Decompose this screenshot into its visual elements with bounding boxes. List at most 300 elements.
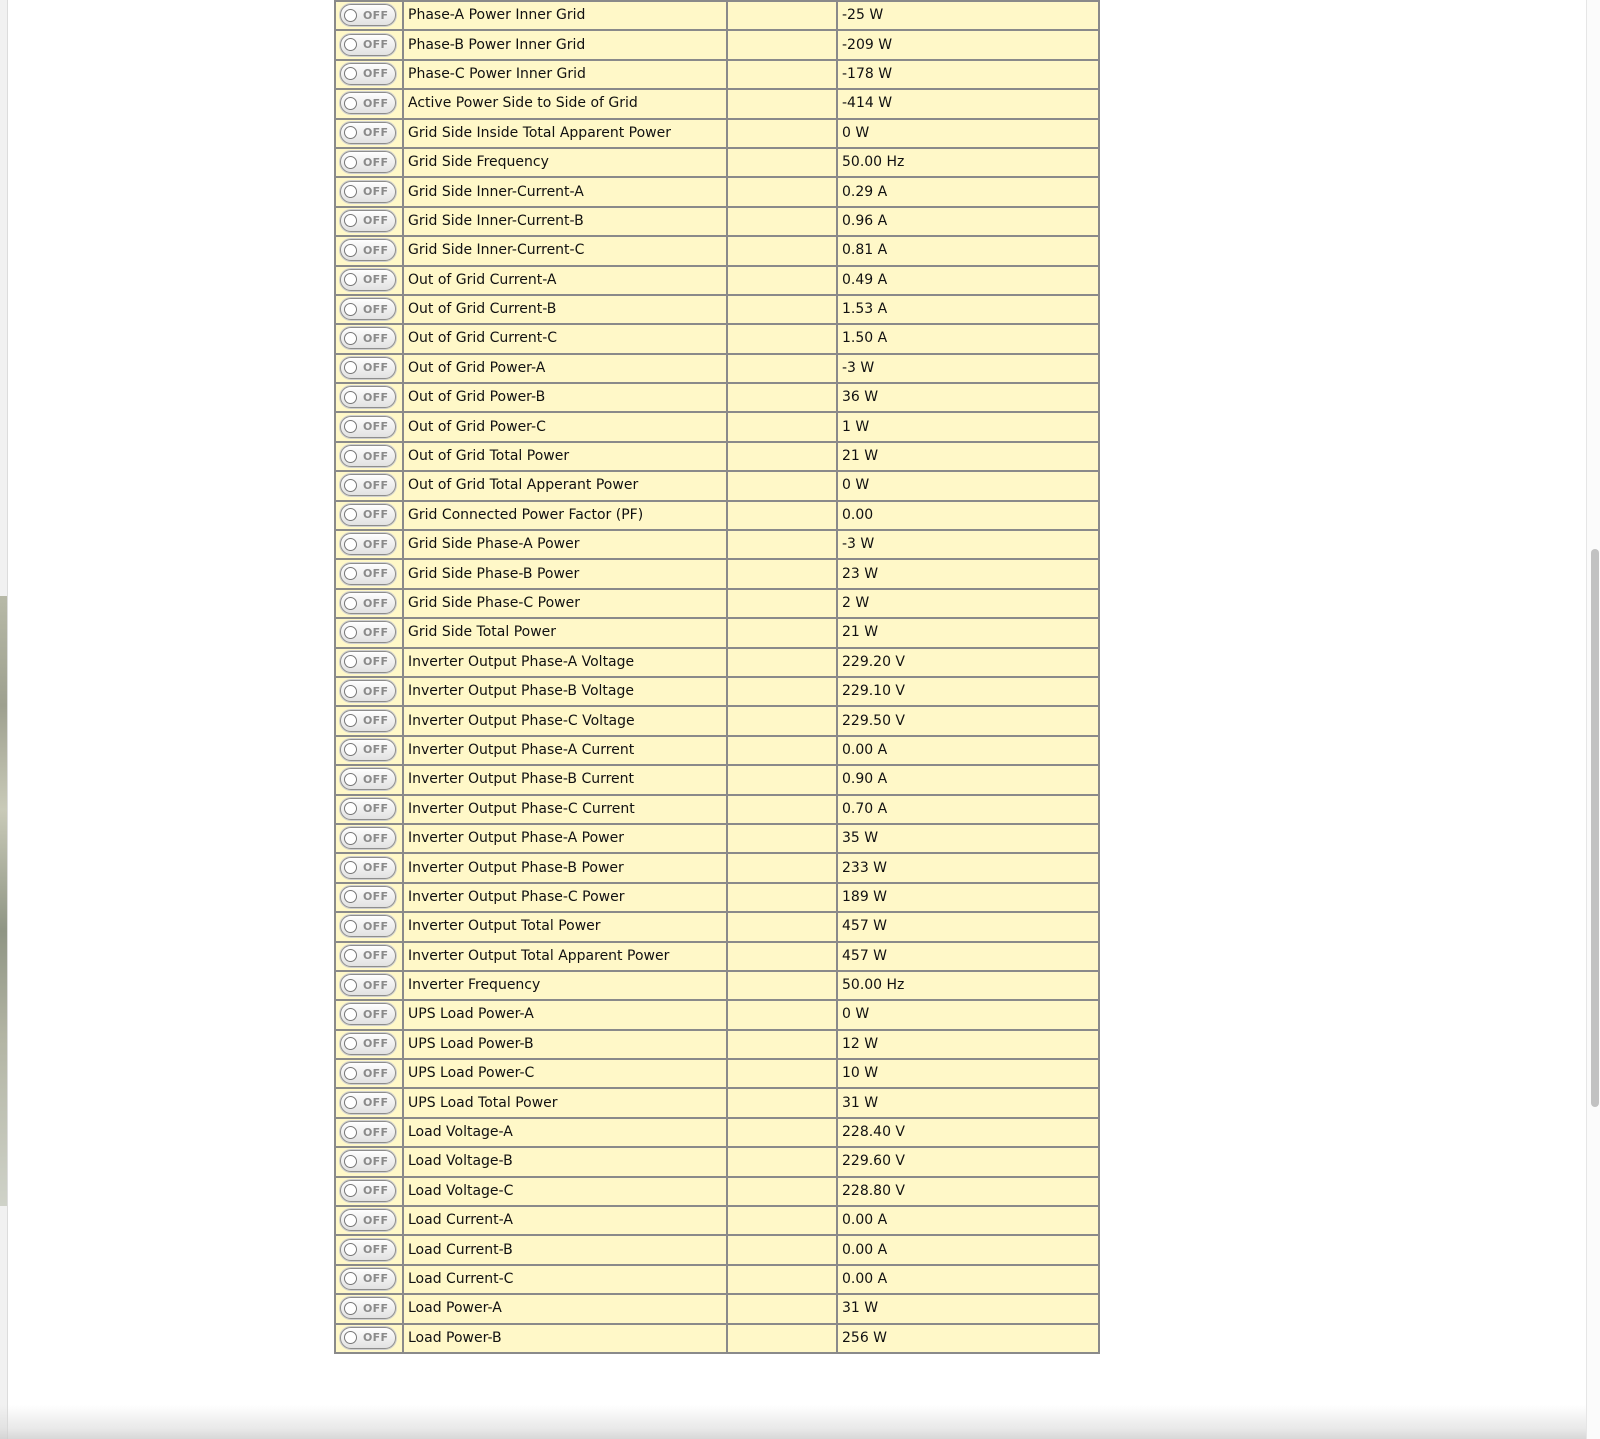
parameter-value: 31 W xyxy=(837,1294,1099,1323)
table-row xyxy=(335,971,1099,1000)
toggle-label: OFF xyxy=(363,949,389,963)
parameter-name: Inverter Output Phase-A Current xyxy=(403,736,727,765)
empty-cell xyxy=(727,765,837,794)
empty-cell xyxy=(727,1206,837,1235)
parameter-value: -414 W xyxy=(837,89,1099,118)
parameter-name: Load Power-B xyxy=(403,1324,727,1353)
table-row xyxy=(335,1000,1099,1029)
parameter-value: 50.00 Hz xyxy=(837,971,1099,1000)
toggle-label: OFF xyxy=(363,596,389,610)
empty-cell xyxy=(727,1294,837,1323)
toggle-cell xyxy=(335,1147,403,1176)
parameter-name: Grid Side Total Power xyxy=(403,618,727,647)
parameter-name: Out of Grid Total Power xyxy=(403,442,727,471)
toggle-cell xyxy=(335,853,403,882)
parameter-value: 23 W xyxy=(837,559,1099,588)
empty-cell xyxy=(727,1030,837,1059)
toggle-cell xyxy=(335,706,403,735)
toggle-cell xyxy=(335,942,403,971)
table-row xyxy=(335,1206,1099,1235)
toggle-label: OFF xyxy=(363,743,389,757)
off-toggle-switch[interactable] xyxy=(340,739,396,761)
off-toggle-switch[interactable] xyxy=(340,210,396,232)
toggle-cell xyxy=(335,912,403,941)
parameter-name: Inverter Output Phase-B Voltage xyxy=(403,677,727,706)
off-toggle-switch[interactable] xyxy=(340,327,396,349)
parameter-name: Grid Side Inside Total Apparent Power xyxy=(403,119,727,148)
empty-cell xyxy=(727,589,837,618)
toggle-label: OFF xyxy=(363,185,389,199)
off-toggle-switch[interactable] xyxy=(340,563,396,585)
off-toggle-switch[interactable] xyxy=(340,533,396,555)
parameter-name: Inverter Output Total Apparent Power xyxy=(403,942,727,971)
toggle-cell xyxy=(335,530,403,559)
empty-cell xyxy=(727,824,837,853)
toggle-cell xyxy=(335,824,403,853)
toggle-cell xyxy=(335,383,403,412)
toggle-cell xyxy=(335,795,403,824)
toggle-knob-icon xyxy=(344,1272,357,1285)
empty-cell xyxy=(727,618,837,647)
toggle-cell xyxy=(335,354,403,383)
toggle-label: OFF xyxy=(363,67,389,81)
table-row xyxy=(335,530,1099,559)
toggle-cell xyxy=(335,266,403,295)
empty-cell xyxy=(727,148,837,177)
empty-cell xyxy=(727,1265,837,1294)
toggle-label: OFF xyxy=(363,420,389,434)
table-row xyxy=(335,60,1099,89)
toggle-knob-icon xyxy=(344,743,357,756)
toggle-cell xyxy=(335,589,403,618)
parameter-name: Grid Side Inner-Current-C xyxy=(403,236,727,265)
parameter-value: 233 W xyxy=(837,853,1099,882)
off-toggle-switch[interactable] xyxy=(340,239,396,261)
empty-cell xyxy=(727,471,837,500)
off-toggle-switch[interactable] xyxy=(340,34,396,56)
scrollbar-thumb[interactable] xyxy=(1591,549,1599,1107)
toggle-knob-icon xyxy=(344,67,357,80)
toggle-label: OFF xyxy=(363,1301,389,1315)
toggle-knob-icon xyxy=(344,479,357,492)
parameter-name: Inverter Output Phase-C Voltage xyxy=(403,706,727,735)
toggle-label: OFF xyxy=(363,1243,389,1257)
empty-cell xyxy=(727,883,837,912)
empty-cell xyxy=(727,912,837,941)
toggle-knob-icon xyxy=(344,244,357,257)
table-row xyxy=(335,89,1099,118)
parameter-name: Inverter Frequency xyxy=(403,971,727,1000)
off-toggle-switch[interactable] xyxy=(340,886,396,908)
table-row xyxy=(335,324,1099,353)
parameter-name: Load Current-B xyxy=(403,1235,727,1264)
toggle-cell xyxy=(335,1235,403,1264)
sensor-readings-body xyxy=(335,1,1099,1353)
off-toggle-switch[interactable] xyxy=(340,504,396,526)
toggle-knob-icon xyxy=(344,156,357,169)
off-toggle-switch[interactable] xyxy=(340,857,396,879)
parameter-value: 21 W xyxy=(837,618,1099,647)
toggle-knob-icon xyxy=(344,303,357,316)
off-toggle-switch[interactable] xyxy=(340,1092,396,1114)
empty-cell xyxy=(727,324,837,353)
off-toggle-switch[interactable] xyxy=(340,680,396,702)
toggle-label: OFF xyxy=(363,1007,389,1021)
parameter-name: Out of Grid Power-C xyxy=(403,412,727,441)
off-toggle-switch[interactable] xyxy=(340,4,396,26)
table-row xyxy=(335,736,1099,765)
toggle-knob-icon xyxy=(344,1243,357,1256)
empty-cell xyxy=(727,266,837,295)
toggle-knob-icon xyxy=(344,1302,357,1315)
toggle-label: OFF xyxy=(363,449,389,463)
parameter-value: 21 W xyxy=(837,442,1099,471)
off-toggle-switch[interactable] xyxy=(340,1209,396,1231)
left-background-strip xyxy=(0,0,8,1439)
parameter-name: Out of Grid Current-C xyxy=(403,324,727,353)
toggle-knob-icon xyxy=(344,1126,357,1139)
toggle-cell xyxy=(335,1000,403,1029)
toggle-knob-icon xyxy=(344,861,357,874)
toggle-knob-icon xyxy=(344,597,357,610)
parameter-name: Grid Connected Power Factor (PF) xyxy=(403,501,727,530)
table-row xyxy=(335,1088,1099,1117)
off-toggle-switch[interactable] xyxy=(340,1121,396,1143)
toggle-label: OFF xyxy=(363,1154,389,1168)
toggle-cell xyxy=(335,1118,403,1147)
toggle-label: OFF xyxy=(363,361,389,375)
table-row xyxy=(335,942,1099,971)
toggle-cell xyxy=(335,89,403,118)
table-row xyxy=(335,853,1099,882)
toggle-label: OFF xyxy=(363,1066,389,1080)
parameter-name: Load Voltage-A xyxy=(403,1118,727,1147)
empty-cell xyxy=(727,236,837,265)
toggle-knob-icon xyxy=(344,1037,357,1050)
toggle-label: OFF xyxy=(363,1037,389,1051)
parameter-value: 0.70 A xyxy=(837,795,1099,824)
toggle-knob-icon xyxy=(344,126,357,139)
empty-cell xyxy=(727,1118,837,1147)
off-toggle-switch[interactable] xyxy=(340,269,396,291)
table-row xyxy=(335,383,1099,412)
toggle-label: OFF xyxy=(363,243,389,257)
parameter-value: 0.81 A xyxy=(837,236,1099,265)
parameter-value: 457 W xyxy=(837,912,1099,941)
toggle-label: OFF xyxy=(363,919,389,933)
toggle-label: OFF xyxy=(363,390,389,404)
parameter-name: Inverter Output Phase-B Current xyxy=(403,765,727,794)
toggle-label: OFF xyxy=(363,861,389,875)
parameter-name: Out of Grid Current-B xyxy=(403,295,727,324)
parameter-value: 0 W xyxy=(837,1000,1099,1029)
table-row xyxy=(335,471,1099,500)
toggle-knob-icon xyxy=(344,332,357,345)
off-toggle-switch[interactable] xyxy=(340,651,396,673)
parameter-value: 36 W xyxy=(837,383,1099,412)
parameter-name: UPS Load Power-A xyxy=(403,1000,727,1029)
toggle-label: OFF xyxy=(363,273,389,287)
toggle-cell xyxy=(335,442,403,471)
parameter-name: Out of Grid Current-A xyxy=(403,266,727,295)
table-row xyxy=(335,648,1099,677)
empty-cell xyxy=(727,89,837,118)
toggle-label: OFF xyxy=(363,126,389,140)
off-toggle-switch[interactable] xyxy=(340,298,396,320)
parameter-name: UPS Load Power-C xyxy=(403,1059,727,1088)
off-toggle-switch[interactable] xyxy=(340,474,396,496)
empty-cell xyxy=(727,295,837,324)
table-row xyxy=(335,1,1099,30)
parameter-value: 457 W xyxy=(837,942,1099,971)
toggle-knob-icon xyxy=(344,420,357,433)
table-row xyxy=(335,207,1099,236)
toggle-knob-icon xyxy=(344,979,357,992)
parameter-value: 0 W xyxy=(837,471,1099,500)
parameter-value: 0.29 A xyxy=(837,177,1099,206)
parameter-value: 0.90 A xyxy=(837,765,1099,794)
toggle-knob-icon xyxy=(344,949,357,962)
table-row xyxy=(335,119,1099,148)
toggle-knob-icon xyxy=(344,920,357,933)
off-toggle-switch[interactable] xyxy=(340,1003,396,1025)
parameter-name: Out of Grid Power-B xyxy=(403,383,727,412)
empty-cell xyxy=(727,971,837,1000)
toggle-cell xyxy=(335,1265,403,1294)
toggle-label: OFF xyxy=(363,1213,389,1227)
toggle-label: OFF xyxy=(363,714,389,728)
toggle-cell xyxy=(335,765,403,794)
toggle-knob-icon xyxy=(344,273,357,286)
empty-cell xyxy=(727,853,837,882)
toggle-knob-icon xyxy=(344,1214,357,1227)
empty-cell xyxy=(727,1235,837,1264)
parameter-name: UPS Load Total Power xyxy=(403,1088,727,1117)
parameter-name: Load Voltage-C xyxy=(403,1177,727,1206)
toggle-knob-icon xyxy=(344,214,357,227)
parameter-name: Active Power Side to Side of Grid xyxy=(403,89,727,118)
toggle-knob-icon xyxy=(344,685,357,698)
empty-cell xyxy=(727,354,837,383)
toggle-knob-icon xyxy=(344,773,357,786)
parameter-value: 228.80 V xyxy=(837,1177,1099,1206)
toggle-label: OFF xyxy=(363,1096,389,1110)
empty-cell xyxy=(727,383,837,412)
empty-cell xyxy=(727,795,837,824)
empty-cell xyxy=(727,1,837,30)
table-row xyxy=(335,618,1099,647)
table-row xyxy=(335,795,1099,824)
toggle-cell xyxy=(335,30,403,59)
parameter-name: Grid Side Inner-Current-A xyxy=(403,177,727,206)
toggle-label: OFF xyxy=(363,331,389,345)
empty-cell xyxy=(727,207,837,236)
empty-cell xyxy=(727,177,837,206)
empty-cell xyxy=(727,119,837,148)
parameter-value: 0.00 A xyxy=(837,1265,1099,1294)
toggle-cell xyxy=(335,324,403,353)
toggle-cell xyxy=(335,883,403,912)
parameter-name: Grid Side Phase-B Power xyxy=(403,559,727,588)
table-row xyxy=(335,295,1099,324)
parameter-name: Load Voltage-B xyxy=(403,1147,727,1176)
parameter-name: Grid Side Phase-A Power xyxy=(403,530,727,559)
off-toggle-switch[interactable] xyxy=(340,1062,396,1084)
parameter-name: Grid Side Phase-C Power xyxy=(403,589,727,618)
background-photo-edge xyxy=(0,596,7,1206)
parameter-name: Inverter Output Phase-A Voltage xyxy=(403,648,727,677)
parameter-value: 189 W xyxy=(837,883,1099,912)
toggle-label: OFF xyxy=(363,772,389,786)
table-row xyxy=(335,1294,1099,1323)
empty-cell xyxy=(727,1177,837,1206)
toggle-knob-icon xyxy=(344,626,357,639)
toggle-knob-icon xyxy=(344,890,357,903)
table-row xyxy=(335,442,1099,471)
toggle-cell xyxy=(335,501,403,530)
parameter-name: UPS Load Power-B xyxy=(403,1030,727,1059)
toggle-label: OFF xyxy=(363,1184,389,1198)
toggle-knob-icon xyxy=(344,1067,357,1080)
off-toggle-switch[interactable] xyxy=(340,768,396,790)
parameter-name: Grid Side Frequency xyxy=(403,148,727,177)
toggle-cell xyxy=(335,1059,403,1088)
off-toggle-switch[interactable] xyxy=(340,1297,396,1319)
off-toggle-switch[interactable] xyxy=(340,1180,396,1202)
parameter-value: 256 W xyxy=(837,1324,1099,1353)
toggle-cell xyxy=(335,1177,403,1206)
toggle-knob-icon xyxy=(344,538,357,551)
off-toggle-switch[interactable] xyxy=(340,445,396,467)
off-toggle-switch[interactable] xyxy=(340,386,396,408)
off-toggle-switch[interactable] xyxy=(340,1033,396,1055)
toggle-knob-icon xyxy=(344,1184,357,1197)
off-toggle-switch[interactable] xyxy=(340,1239,396,1261)
parameter-value: 229.20 V xyxy=(837,648,1099,677)
toggle-knob-icon xyxy=(344,1096,357,1109)
toggle-label: OFF xyxy=(363,625,389,639)
toggle-label: OFF xyxy=(363,8,389,22)
parameter-value: 229.50 V xyxy=(837,706,1099,735)
parameter-name: Load Power-A xyxy=(403,1294,727,1323)
toggle-label: OFF xyxy=(363,1125,389,1139)
toggle-label: OFF xyxy=(363,978,389,992)
empty-cell xyxy=(727,1324,837,1353)
toggle-cell xyxy=(335,60,403,89)
table-row xyxy=(335,1030,1099,1059)
toggle-label: OFF xyxy=(363,1272,389,1286)
table-row xyxy=(335,1059,1099,1088)
sensor-readings-table xyxy=(334,0,1100,1354)
toggle-knob-icon xyxy=(344,97,357,110)
parameter-value: 1 W xyxy=(837,412,1099,441)
parameter-value: 1.50 A xyxy=(837,324,1099,353)
table-row xyxy=(335,824,1099,853)
toggle-cell xyxy=(335,148,403,177)
off-toggle-switch[interactable] xyxy=(340,827,396,849)
parameter-value: 10 W xyxy=(837,1059,1099,1088)
parameter-value: -178 W xyxy=(837,60,1099,89)
toggle-label: OFF xyxy=(363,302,389,316)
toggle-cell xyxy=(335,1294,403,1323)
toggle-label: OFF xyxy=(363,655,389,669)
empty-cell xyxy=(727,1000,837,1029)
toggle-cell xyxy=(335,618,403,647)
toggle-cell xyxy=(335,648,403,677)
parameter-name: Inverter Output Total Power xyxy=(403,912,727,941)
off-toggle-switch[interactable] xyxy=(340,1268,396,1290)
toggle-knob-icon xyxy=(344,832,357,845)
table-row xyxy=(335,1147,1099,1176)
toggle-label: OFF xyxy=(363,155,389,169)
parameter-value: 0.96 A xyxy=(837,207,1099,236)
parameter-name: Phase-C Power Inner Grid xyxy=(403,60,727,89)
table-row xyxy=(335,354,1099,383)
toggle-cell xyxy=(335,1,403,30)
parameter-name: Phase-B Power Inner Grid xyxy=(403,30,727,59)
toggle-label: OFF xyxy=(363,214,389,228)
toggle-label: OFF xyxy=(363,537,389,551)
toggle-knob-icon xyxy=(344,185,357,198)
parameter-value: 229.60 V xyxy=(837,1147,1099,1176)
toggle-cell xyxy=(335,1206,403,1235)
off-toggle-switch[interactable] xyxy=(340,710,396,732)
off-toggle-switch[interactable] xyxy=(340,621,396,643)
off-toggle-switch[interactable] xyxy=(340,416,396,438)
off-toggle-switch[interactable] xyxy=(340,357,396,379)
toggle-knob-icon xyxy=(344,361,357,374)
off-toggle-switch[interactable] xyxy=(340,798,396,820)
parameter-name: Out of Grid Power-A xyxy=(403,354,727,383)
toggle-knob-icon xyxy=(344,655,357,668)
toggle-knob-icon xyxy=(344,802,357,815)
parameter-value: 0.49 A xyxy=(837,266,1099,295)
off-toggle-switch[interactable] xyxy=(340,974,396,996)
empty-cell xyxy=(727,648,837,677)
off-toggle-switch[interactable] xyxy=(340,1327,396,1349)
toggle-cell xyxy=(335,295,403,324)
off-toggle-switch[interactable] xyxy=(340,63,396,85)
off-toggle-switch[interactable] xyxy=(340,945,396,967)
parameter-name: Out of Grid Total Apperant Power xyxy=(403,471,727,500)
table-row xyxy=(335,148,1099,177)
off-toggle-switch[interactable] xyxy=(340,592,396,614)
table-row xyxy=(335,177,1099,206)
off-toggle-switch[interactable] xyxy=(340,122,396,144)
empty-cell xyxy=(727,501,837,530)
toggle-cell xyxy=(335,119,403,148)
off-toggle-switch[interactable] xyxy=(340,181,396,203)
parameter-name: Load Current-A xyxy=(403,1206,727,1235)
table-row xyxy=(335,559,1099,588)
parameter-value: -209 W xyxy=(837,30,1099,59)
off-toggle-switch[interactable] xyxy=(340,92,396,114)
empty-cell xyxy=(727,60,837,89)
off-toggle-switch[interactable] xyxy=(340,915,396,937)
toggle-label: OFF xyxy=(363,684,389,698)
toggle-label: OFF xyxy=(363,38,389,52)
table-row xyxy=(335,1324,1099,1353)
toggle-cell xyxy=(335,1324,403,1353)
table-row xyxy=(335,412,1099,441)
toggle-cell xyxy=(335,1088,403,1117)
off-toggle-switch[interactable] xyxy=(340,1150,396,1172)
empty-cell xyxy=(727,706,837,735)
toggle-knob-icon xyxy=(344,508,357,521)
parameter-value: 0.00 A xyxy=(837,1206,1099,1235)
off-toggle-switch[interactable] xyxy=(340,151,396,173)
empty-cell xyxy=(727,1088,837,1117)
